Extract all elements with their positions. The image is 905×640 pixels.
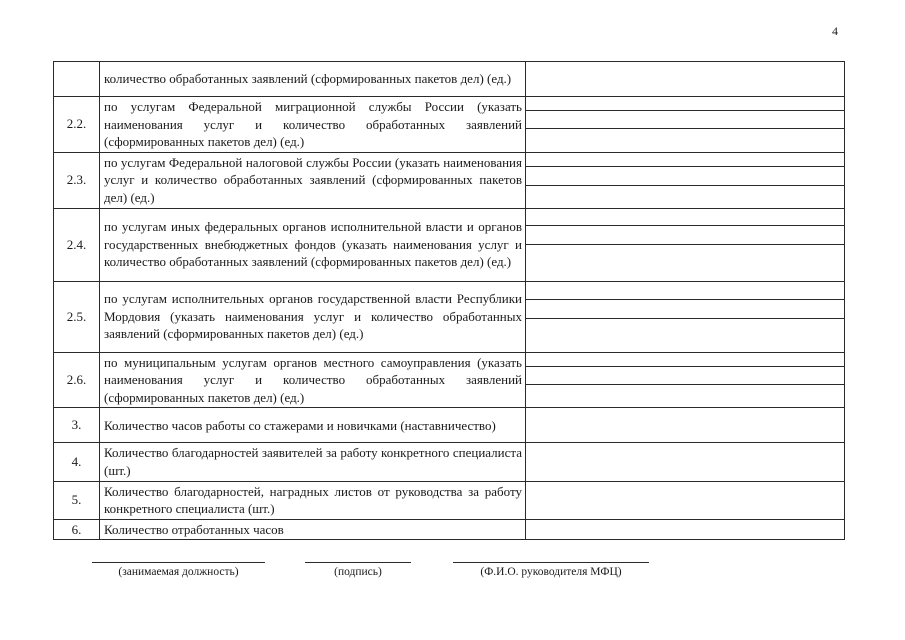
value-entry-line [526,384,844,385]
value-cell [526,408,845,443]
row-number: 5. [54,481,100,519]
value-cell [526,519,845,540]
row-description: Количество часов работы со стажерами и новичками (наставничество) [100,408,526,443]
value-cell [526,62,845,97]
position-signature-block [92,562,265,582]
signature-line [305,562,411,563]
name-signature-line [453,562,649,563]
value-cell [526,352,845,408]
table-row [54,481,845,519]
value-cell [526,443,845,481]
value-entry-line [526,166,844,167]
value-entry-line [526,185,844,186]
row-number: 2.6. [54,352,100,408]
row-description: количество обработанных заявлений (сформированных пакетов дел) (ед.) [100,62,526,97]
row-description: по муниципальным услугам органов местного самоуправления (указать наименования услуг и количество обработанных заявлений (сформированных пакетов дел) (ед.) [100,352,526,408]
row-number [54,62,100,97]
row-number: 4. [54,443,100,481]
table-row [54,443,845,481]
table-row [54,152,845,208]
row-number: 6. [54,519,100,540]
value-cell [526,208,845,281]
page-number: 4 [832,24,838,38]
value-entry-line [526,244,844,245]
table-row [54,519,845,540]
row-description: по услугам исполнительных органов государственной власти Республики Мордовия (указать наименования услуг и количество обработанных заявлений (сформированных пакетов дел) (ед.) [100,281,526,352]
value-entry-line [526,299,844,300]
value-cell [526,97,845,153]
table-row [54,62,845,97]
signature-caption: (подпись) [334,566,382,578]
value-entry-line [526,225,844,226]
row-number: 2.5. [54,281,100,352]
value-entry-line [526,128,844,129]
table-row [54,408,845,443]
name-caption: (Ф.И.О. руководителя МФЦ) [480,566,622,578]
row-number: 2.2. [54,97,100,153]
value-cell [526,152,845,208]
row-description: по услугам Федеральной миграционной службы России (указать наименования услуг и количество обработанных заявлений (сформированных пакетов дел) (ед.) [100,97,526,153]
position-caption: (занимаемая должность) [118,566,239,578]
row-description: по услугам иных федеральных органов исполнительной власти и органов государственных внебюджетных фондов (указать наименования услуг и количество обработанных заявлений (сформированных пакетов дел) (ед.) [100,208,526,281]
value-entry-line [526,366,844,367]
value-entry-line [526,110,844,111]
table-row [54,208,845,281]
value-entry-line [526,318,844,319]
name-signature-block [453,562,649,582]
row-number: 3. [54,408,100,443]
row-description: Количество отработанных часов [100,519,526,540]
row-description: Количество благодарностей заявителей за работу конкретного специалиста (шт.) [100,443,526,481]
row-number: 2.3. [54,152,100,208]
table-row [54,97,845,153]
position-signature-line [92,562,265,563]
row-description: Количество благодарностей, наградных листов от руководства за работу конкретного специалиста (шт.) [100,481,526,519]
table-row [54,352,845,408]
value-cell [526,281,845,352]
row-number: 2.4. [54,208,100,281]
signature-block [305,562,411,582]
table-row [54,281,845,352]
report-table [53,61,845,540]
value-cell [526,481,845,519]
row-description: по услугам Федеральной налоговой службы России (указать наименования услуг и количество обработанных заявлений (сформированных пакетов дел) (ед.) [100,152,526,208]
